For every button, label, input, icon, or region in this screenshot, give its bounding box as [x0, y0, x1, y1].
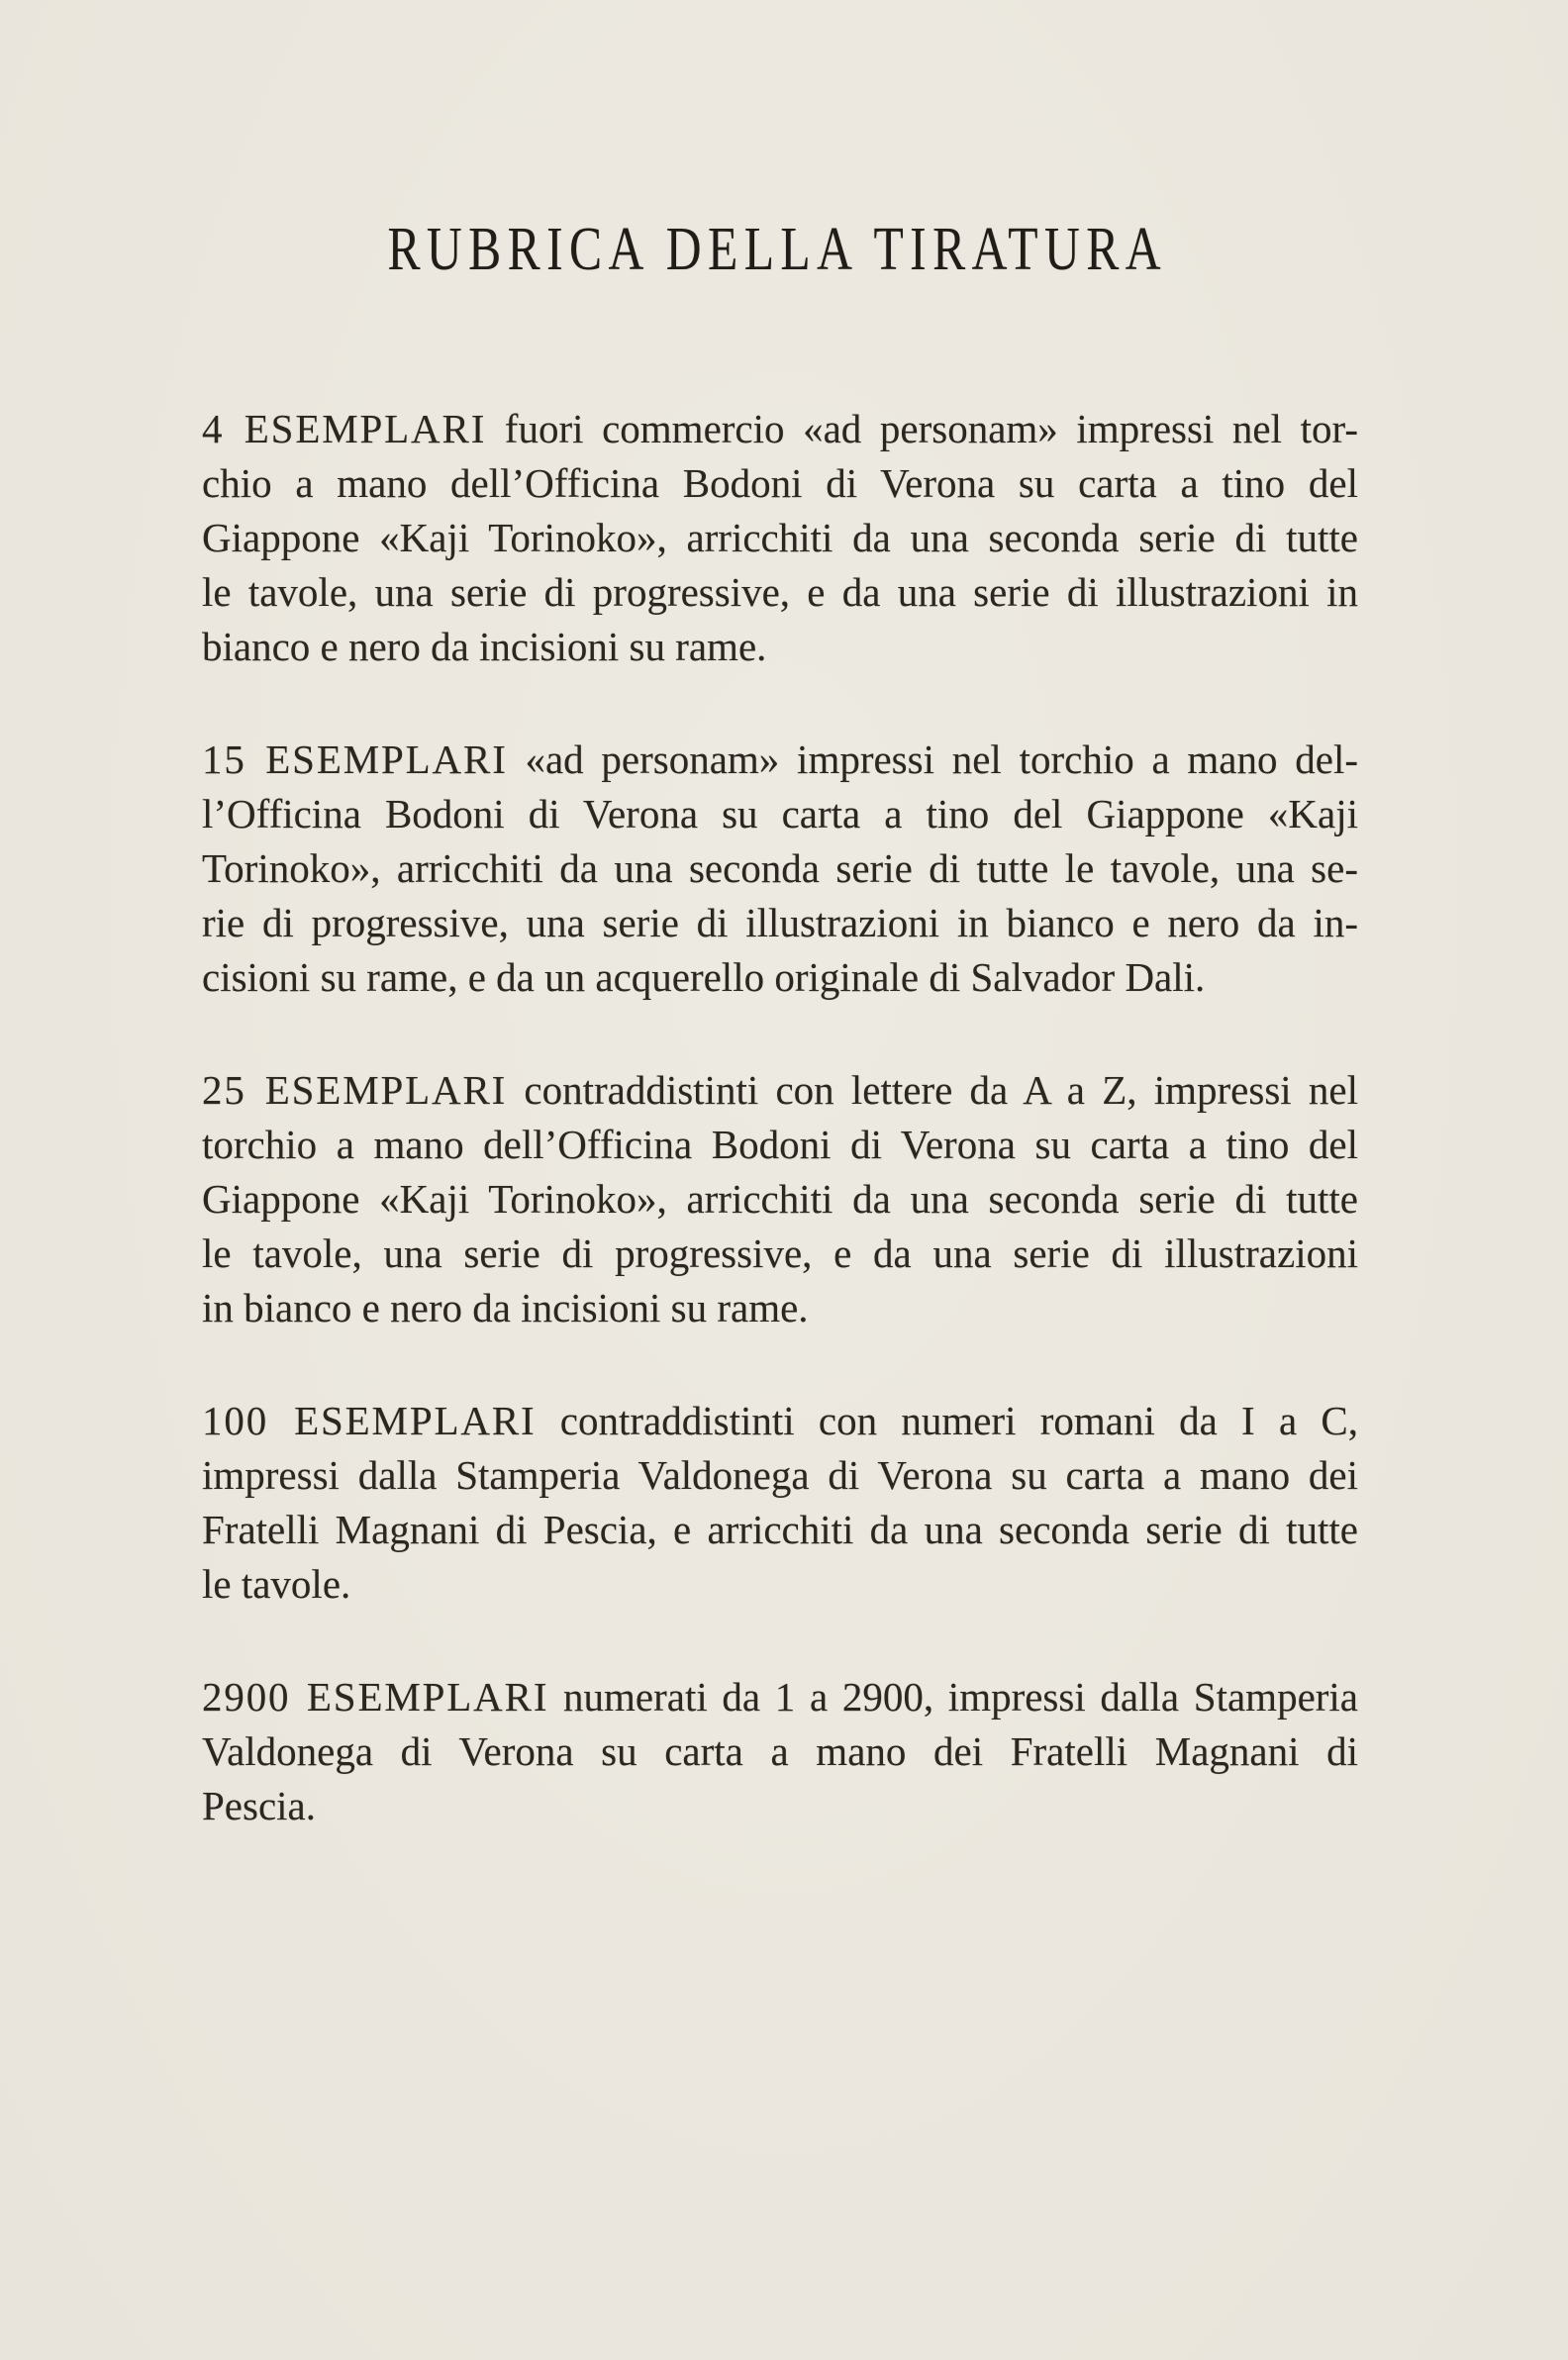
text-line: Fratelli Magnani di Pescia, e arricchiti da una seconda serie di tutte — [202, 1507, 1358, 1552]
text-line: Pescia. — [202, 1783, 316, 1828]
text-line: chio a mano dell’Officina Bodoni di Verona su carta a tino del — [202, 460, 1358, 506]
text-line: 25 ESEMPLARI contraddistinti con lettere da A a Z, impressi nel — [202, 1067, 1358, 1113]
text-line: le tavole, una serie di progressive, e da una serie di illustrazioni — [202, 1230, 1358, 1276]
text-line: 2900 ESEMPLARI numerati da 1 a 2900, impressi dalla Stamperia — [202, 1674, 1359, 1720]
text-line: le tavole. — [202, 1561, 351, 1607]
colophon-paragraph — [202, 402, 1358, 674]
text-line: rie di progressive, una serie di illustrazioni in bianco e nero da in- — [202, 900, 1358, 945]
text-line: Valdonega di Verona su carta a mano dei Fratelli Magnani di — [202, 1728, 1358, 1774]
page-title: RUBRICA DELLA TIRATURA — [387, 216, 1167, 283]
colophon — [202, 402, 1358, 1833]
text-line: torchio a mano dell’Officina Bodoni di Verona su carta a tino del — [202, 1122, 1358, 1167]
title-wrap — [0, 215, 1554, 284]
colophon-paragraph — [202, 1063, 1358, 1335]
text-line: l’Officina Bodoni di Verona su carta a tino del Giappone «Kaji — [202, 791, 1358, 836]
edition-count-lead: 100 ESEMPLARI — [202, 1398, 537, 1443]
text-line: 100 ESEMPLARI contraddistinti con numeri romani da I a C, — [202, 1398, 1358, 1443]
edition-count-lead: 15 ESEMPLARI — [202, 737, 508, 782]
edition-count-lead: 2900 ESEMPLARI — [202, 1674, 549, 1720]
colophon-paragraph — [202, 1670, 1358, 1833]
colophon-paragraph — [202, 1394, 1358, 1612]
text-line: Giappone «Kaji Torinoko», arricchiti da una seconda serie di tutte — [202, 1176, 1358, 1222]
text-line: impressi dalla Stamperia Valdonega di Verona su carta a mano dei — [202, 1452, 1358, 1498]
text-line: in bianco e nero da incisioni su rame. — [202, 1285, 809, 1330]
text-line: cisioni su rame, e da un acquerello originale di Salvador Dali. — [202, 954, 1206, 1000]
text-line: 15 ESEMPLARI «ad personam» impressi nel torchio a mano del- — [202, 737, 1358, 782]
text-line: Torinoko», arricchiti da una seconda serie di tutte le tavole, una se- — [202, 845, 1358, 891]
text-line: bianco e nero da incisioni su rame. — [202, 624, 767, 669]
colophon-paragraph — [202, 733, 1358, 1005]
text-line: le tavole, una serie di progressive, e da una serie di illustrazioni in — [202, 569, 1358, 615]
edition-count-lead: 25 ESEMPLARI — [202, 1067, 508, 1113]
text-line: 4 ESEMPLARI fuori commercio «ad personam» impressi nel tor- — [202, 406, 1358, 451]
edition-count-lead: 4 ESEMPLARI — [202, 406, 487, 451]
text-line: Giappone «Kaji Torinoko», arricchiti da una seconda serie di tutte — [202, 515, 1358, 560]
